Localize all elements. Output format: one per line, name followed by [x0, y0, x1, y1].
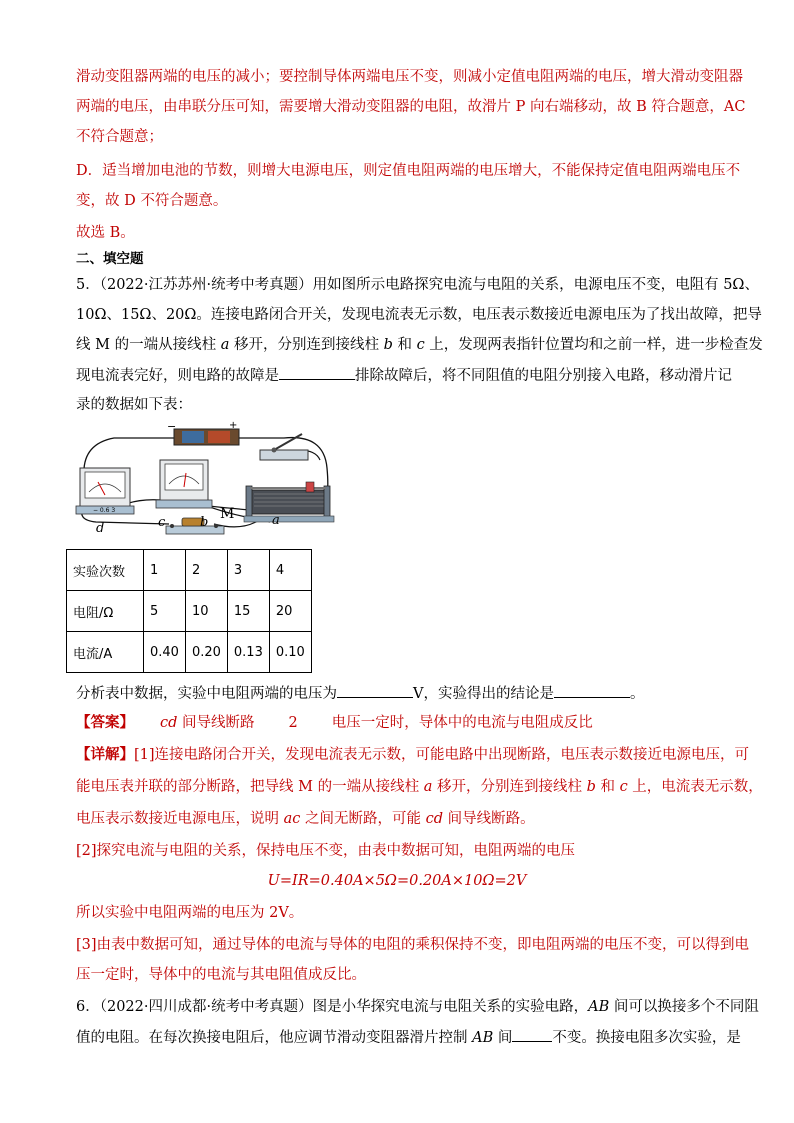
q5-line-4	[76, 365, 732, 386]
q5-line-6	[76, 683, 726, 704]
answer-choice-line: 故选 B。	[76, 225, 135, 241]
detail-text: 移开，分别连到接线柱	[432, 779, 587, 795]
explanation-line-2: 两端的电压，由串联分压可知，需要增大滑动变阻器的电阻，故滑片 P 向右端移动，故 B 符合题意，AC	[76, 99, 746, 115]
voltmeter	[156, 460, 212, 508]
terminal-b-label: b	[383, 337, 393, 353]
detail-text: 之间无断路，可能	[300, 811, 426, 827]
answer-blank-3[interactable]	[554, 683, 630, 698]
explanation-line-1: 滑动变阻器两端的电压的减小；要控制导体两端电压不变，则减小定值电阻两端的电压，增大滑动变阻器	[76, 69, 743, 85]
answer-blank-2[interactable]	[337, 683, 413, 698]
table-cell: 0.13	[227, 632, 269, 673]
svg-text:− 0.6 3: − 0.6 3	[93, 507, 116, 514]
explanation-line-3: 不符合题意；	[76, 129, 163, 145]
detail-line-2	[76, 777, 763, 797]
answer-1-italic: cd	[160, 715, 178, 731]
detail-text: [1]连接电路闭合开关，发现电流表无示数，可能电路中出现断路，电压表示数接近电源电压，可	[134, 747, 750, 763]
section-heading: 二、填空题	[76, 251, 144, 267]
segment-ab-label: AB	[472, 1030, 494, 1046]
q6-line-1	[76, 997, 759, 1017]
segment-cd-label: cd	[425, 811, 443, 827]
q5-text: 线 M 的一端从接线柱	[76, 337, 221, 353]
detail-text: 上，电流表无示数，	[627, 779, 763, 795]
terminal-a-label: a	[220, 337, 230, 353]
table-cell: 0.20	[185, 632, 227, 673]
table-row	[67, 591, 312, 632]
answer-1: 间导线断路	[177, 715, 255, 731]
q5-text: V，实验得出的结论是	[413, 686, 554, 702]
battery-minus-label: −	[167, 420, 177, 433]
detail-text: 间导线断路。	[443, 811, 535, 827]
table-cell: 15	[227, 591, 269, 632]
terminal-a-label: a	[423, 779, 433, 795]
q6-text: 值的电阻。在每次换接电阻后，他应调节滑动变阻器滑片控制	[76, 1030, 473, 1046]
detail-line-3	[76, 809, 726, 829]
q5-text: 移开，分别连到接线柱	[229, 337, 384, 353]
segment-ab-label: AB	[588, 999, 610, 1015]
table-cell: 3	[227, 550, 269, 591]
terminal-d-label: d	[96, 521, 105, 536]
table-cell: 20	[269, 591, 311, 632]
q5-line-1: 5．（2022·江苏苏州·统考中考真题）用如图所示电路探究电流与电阻的关系，电源电压不变，电阻有 5Ω、	[76, 277, 759, 293]
table-cell: 0.40	[144, 632, 186, 673]
segment-ac-label: ac	[283, 811, 301, 827]
voltage-formula: U=IR=0.40A×5Ω=0.20A×10Ω=2V	[267, 873, 527, 889]
detail-text: 和	[595, 779, 620, 795]
terminal-b-label: b	[200, 515, 209, 530]
ammeter	[76, 468, 134, 514]
answer-label: 【答案】	[76, 714, 134, 731]
battery-plus-label: +	[229, 420, 238, 431]
detail-line-1	[76, 745, 750, 765]
terminal-b-label: b	[586, 779, 596, 795]
table-row-header: 电阻/Ω	[67, 591, 144, 632]
table-cell: 5	[144, 591, 186, 632]
q5-text: 。	[629, 686, 645, 702]
detail-line-4: [2]探究电流与电阻的关系，保持电压不变，由表中数据可知，电阻两端的电压	[76, 843, 576, 859]
detail-line-6: [3]由表中数据可知，通过导体的电流与导体的电阻的乘积保持不变，即电阻两端的电压不变，可以得到电	[76, 937, 750, 953]
wire-m-label: M	[220, 506, 235, 522]
detail-text: 电压表示数接近电源电压，说明	[76, 811, 284, 827]
terminal-a-label: a	[272, 513, 280, 528]
answer-2: 2	[288, 715, 298, 731]
q5-line-3	[76, 335, 763, 355]
resistor-board	[166, 518, 224, 534]
table-cell: 4	[269, 550, 311, 591]
circuit-diagram	[74, 420, 336, 548]
terminal-c-label: c	[416, 337, 425, 353]
table-row-header: 实验次数	[67, 550, 144, 591]
q6-text: 间可以换接多个不同阻	[609, 999, 759, 1015]
table-row	[67, 632, 312, 673]
terminal-c-label: c	[619, 779, 628, 795]
q5-text: 分析表中数据，实验中电阻两端的电压为	[76, 686, 337, 702]
table-cell: 0.10	[269, 632, 311, 673]
q6-text: 6．（2022·四川成都·统考中考真题）图是小华探究电流与电阻关系的实验电路，	[76, 999, 589, 1015]
answer-blank-4[interactable]	[512, 1027, 552, 1042]
terminal-c-label: c	[158, 515, 166, 530]
q5-text: 和	[392, 337, 417, 353]
q6-line-2	[76, 1027, 741, 1048]
answer-blank-1[interactable]	[279, 365, 355, 380]
table-row	[67, 550, 312, 591]
q5-text: 排除故障后，将不同阻值的电阻分别接入电路，移动滑片记	[355, 368, 732, 384]
answer-3: 电压一定时，导体中的电流与电阻成反比	[331, 715, 593, 731]
option-d-line-1: D．适当增加电池的节数，则增大电源电压，则定值电阻两端的电压增大，不能保持定值电阻两端电压不	[76, 163, 741, 179]
option-d-line-2: 变，故 D 不符合题意。	[76, 193, 228, 209]
table-cell: 2	[185, 550, 227, 591]
answer-line	[76, 713, 726, 733]
q5-line-2: 10Ω、15Ω、20Ω。连接电路闭合开关，发现电流表无示数，电压表示数接近电源电压为了找出故障，把导	[76, 307, 762, 323]
q5-text: 上，发现两表指针位置均和之前一样，进一步检查发	[424, 337, 763, 353]
q6-text: 不变。换接电阻多次实验，是	[552, 1030, 741, 1046]
q5-text: 现电流表完好，则电路的故障是	[76, 368, 279, 384]
detail-text: 能电压表并联的部分断路，把导线 M 的一端从接线柱	[76, 779, 424, 795]
detail-line-5: 所以实验中电阻两端的电压为 2V。	[76, 905, 304, 921]
q5-line-5: 录的数据如下表：	[76, 397, 192, 413]
data-table	[66, 549, 312, 673]
rheostat	[244, 482, 334, 522]
table-cell: 1	[144, 550, 186, 591]
detail-line-7: 压一定时，导体中的电流与其电阻值成反比。	[76, 967, 366, 983]
battery	[167, 420, 239, 445]
table-cell: 10	[185, 591, 227, 632]
detail-label: 【详解】	[76, 746, 134, 763]
q6-text: 间	[493, 1030, 513, 1046]
table-row-header: 电流/A	[67, 632, 144, 673]
